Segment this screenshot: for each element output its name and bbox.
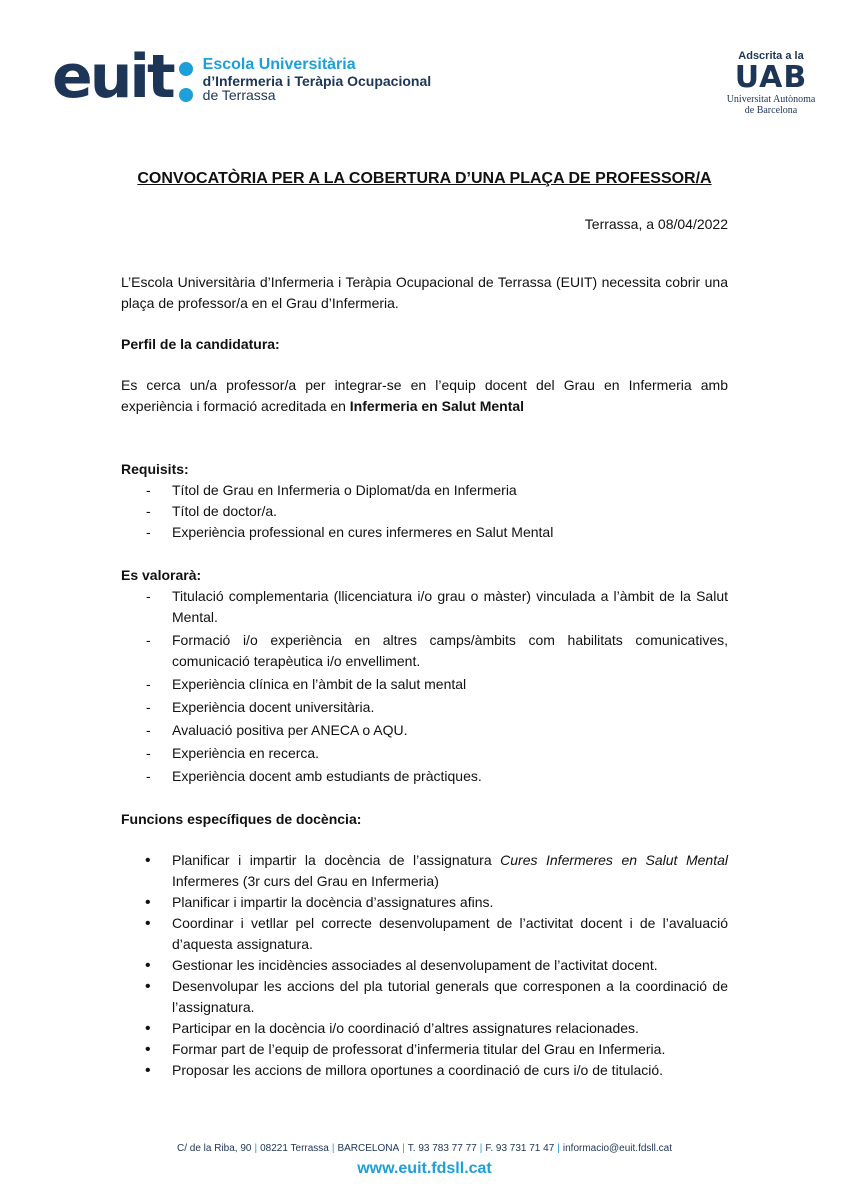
valorara-list xyxy=(121,586,728,787)
intro-paragraph: L’Escola Universitària d’Infermeria i Teràpia Ocupacional de Terrassa (EUIT) necessita cobrir una plaça de professor/a en el Grau d’Infermeria. xyxy=(121,274,728,311)
requisits-heading: Requisits: xyxy=(121,461,189,477)
uab-name-line1: Universitat Autònoma xyxy=(726,93,816,105)
list-item: • Participar en la docència i/o coordinació d’altres assignatures relacionades. xyxy=(121,1018,728,1039)
list-item xyxy=(121,850,728,892)
footer-fax: F. 93 731 71 47 xyxy=(485,1143,555,1154)
funcions-first-post: Infermeres (3r curs del Grau en Infermeria) xyxy=(172,873,439,889)
list-item: - Títol de Grau en Infermeria o Diplomat/da en Infermeria xyxy=(121,480,728,501)
funcions-list xyxy=(121,850,728,1081)
euit-logo-word: euit xyxy=(52,42,173,112)
list-item: • Proposar les accions de millora oportunes a coordinació de curs i/o de titulació. xyxy=(121,1060,728,1081)
uab-name-line2: de Barcelona xyxy=(744,105,798,116)
perfil-heading: Perfil de la candidatura: xyxy=(121,336,280,352)
perfil-paragraph xyxy=(121,375,728,417)
list-item: • Coordinar i vetllar pel correcte desenvolupament de l’activitat docent i de l’avaluació d’aquesta assignatura. xyxy=(121,913,728,955)
footer-website-link[interactable]: www.euit.fdsll.cat xyxy=(357,1160,492,1177)
footer-email-link[interactable]: informacio@euit.fdsll.cat xyxy=(562,1143,672,1154)
list-item: - Experiència docent universitària. xyxy=(121,697,728,718)
footer-city: 08221 Terrassa xyxy=(260,1143,329,1154)
list-item: - Experiència docent amb estudiants de pràctiques. xyxy=(121,766,728,787)
funcions-first-italic: Cures Infermeres en Salut Mental xyxy=(500,852,728,868)
footer-address: C/ de la Riba, 90 xyxy=(177,1143,252,1154)
uab-adscrita-label: Adscrita a la xyxy=(738,50,804,62)
list-item: - Experiència clínica en l’àmbit de la salut mental xyxy=(121,674,728,695)
footer-region: BARCELONA xyxy=(337,1143,400,1154)
list-item: • Planificar i impartir la docència d’assignatures afins. xyxy=(121,892,728,913)
list-item: - Titulació complementaria (llicenciatura i/o grau o màster) vinculada a l’àmbit de la Salut Mental. xyxy=(121,586,728,628)
list-item: - Avaluació positiva per ANECA o AQU. xyxy=(121,720,728,741)
euit-logo-line1: Escola Universitària xyxy=(202,55,356,73)
perfil-bold: Infermeria en Salut Mental xyxy=(349,398,525,414)
funcions-first-pre: Planificar i impartir la docència de l’assignatura xyxy=(172,852,501,868)
euit-logo-colon-icon xyxy=(179,62,193,102)
uab-logo-mark: UAB xyxy=(734,60,808,95)
requisits-list xyxy=(121,480,728,543)
list-item: - Formació i/o experiència en altres camps/àmbits com habilitats comunicatives, comunicació terapèutica i/o envelliment. xyxy=(121,630,728,672)
document-body xyxy=(121,272,728,1081)
euit-logo-line2: d’Infermeria i Teràpia Ocupacional xyxy=(202,72,432,89)
list-item: • Formar part de l’equip de professorat d’infermeria titular del Grau en Infermeria. xyxy=(121,1039,728,1060)
funcions-heading: Funcions específiques de docència: xyxy=(121,811,362,827)
list-item: • Desenvolupar les accions del pla tutorial generals que corresponen a la coordinació de l’assignatura. xyxy=(121,976,728,1018)
euit-logo xyxy=(52,44,431,110)
list-item: - Experiència professional en cures infermeres en Salut Mental xyxy=(121,522,728,543)
list-item: - Experiència en recerca. xyxy=(121,743,728,764)
document-date: Terrassa, a 08/04/2022 xyxy=(584,216,728,232)
list-item: - Títol de doctor/a. xyxy=(121,501,728,522)
footer-phone: T. 93 783 77 77 xyxy=(407,1143,477,1154)
perfil-text: Es cerca un/a professor/a per integrar-se en l’equip docent del Grau en Infermeria amb experiència i formació acreditada en xyxy=(121,377,728,414)
valorara-heading: Es valorarà: xyxy=(121,567,202,583)
uab-logo xyxy=(726,50,816,117)
euit-logo-line3: de Terrassa xyxy=(202,87,276,104)
document-title: CONVOCATÒRIA PER A LA COBERTURA D’UNA PLAÇA DE PROFESSOR/A xyxy=(137,170,712,187)
footer-contact: C/ de la Riba, 90 | 08221 Terrassa | BARCELONA | T. 93 783 77 77 | F. 93 731 71 47 | informacio@euit.fdsll.cat xyxy=(177,1143,672,1154)
euit-logo-text xyxy=(203,57,431,103)
list-item: • Gestionar les incidències associades al desenvolupament de l’activitat docent. xyxy=(121,955,728,976)
